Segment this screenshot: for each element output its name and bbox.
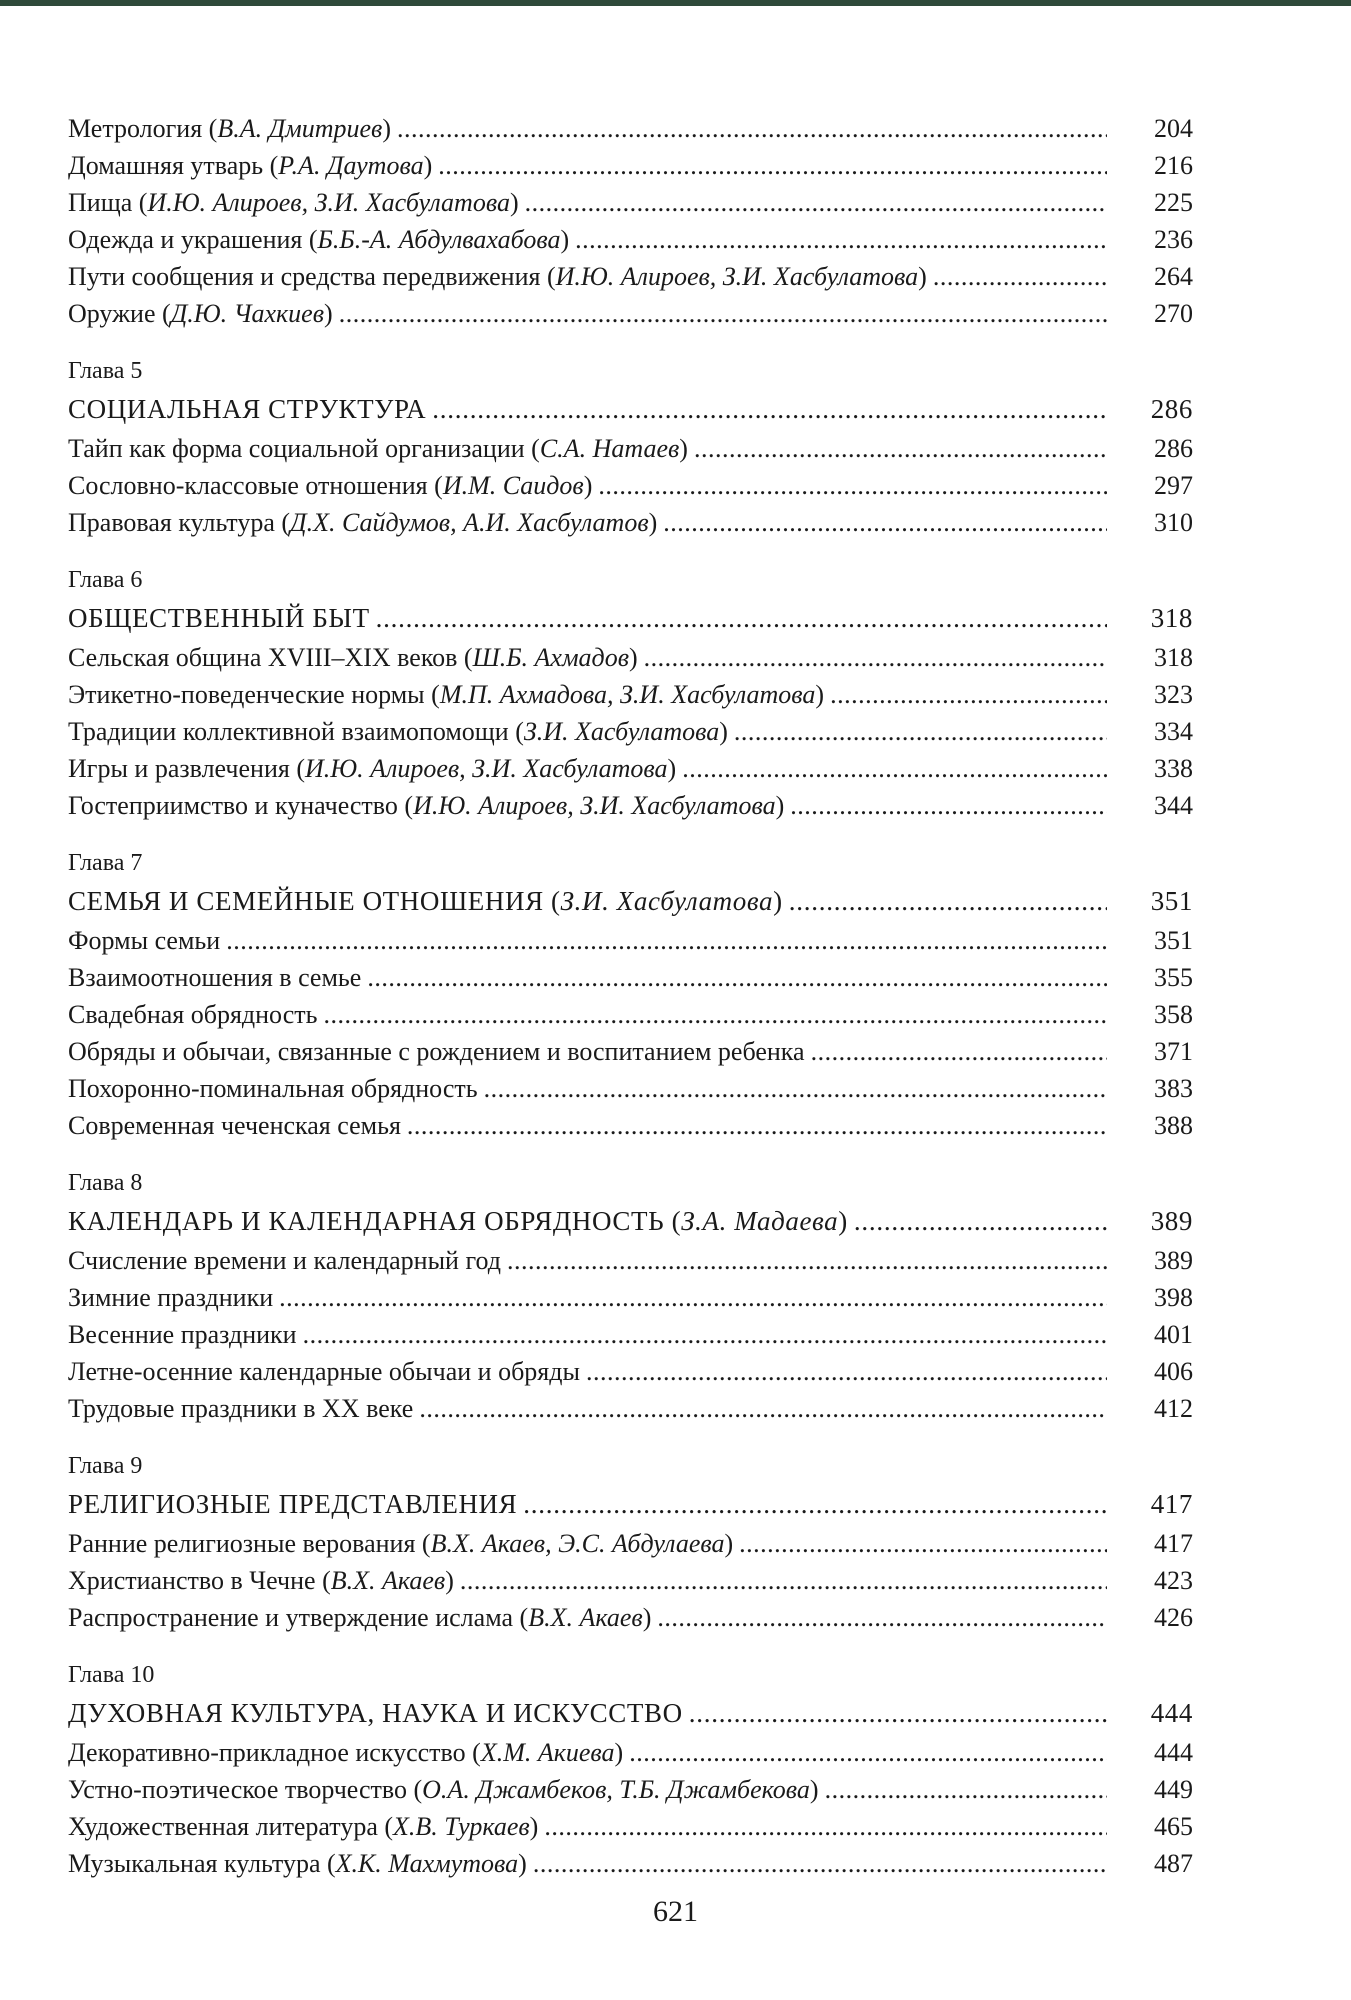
- dot-leader: [339, 295, 1107, 332]
- chapter-block: [68, 846, 1193, 1144]
- page-ref: 318: [1154, 643, 1193, 672]
- dot-leader: [484, 1070, 1107, 1107]
- page-ref: 351: [1154, 926, 1193, 955]
- entry-title: Игры и развлечения (И.Ю. Алироев, З.И. Хасбулатова): [68, 754, 677, 783]
- dot-leader: [739, 1525, 1107, 1562]
- page-ref: 417: [1150, 1489, 1193, 1519]
- entry-author: И.Ю. Алироев, З.И. Хасбулатова: [305, 754, 668, 783]
- title-text: Пути сообщения и средства передвижения: [68, 262, 541, 291]
- page-ref: 323: [1154, 680, 1193, 709]
- title-text: СЕМЬЯ И СЕМЕЙНЫЕ ОТНОШЕНИЯ: [68, 886, 544, 916]
- dot-leader: [790, 787, 1107, 824]
- dot-leader: [226, 922, 1107, 959]
- entry-title: Этикетно-поведенческие нормы (М.П. Ахмадова, З.И. Хасбулатова): [68, 680, 825, 709]
- entry-author: Х.В. Туркаев: [393, 1812, 530, 1841]
- entry-title: Сельская община XVIII–XIX веков (Ш.Б. Ахмадов): [68, 643, 638, 672]
- title-text: СОЦИАЛЬНАЯ СТРУКТУРА: [68, 394, 427, 424]
- page-ref: 417: [1154, 1529, 1193, 1558]
- toc-entry: [68, 504, 1193, 541]
- dot-leader: [303, 1316, 1107, 1353]
- entry-author: Х.М. Акиева: [480, 1738, 615, 1767]
- dot-leader: [460, 1562, 1107, 1599]
- page-ref: 426: [1154, 1603, 1193, 1632]
- entry-author: О.А. Джамбеков, Т.Б. Джамбекова: [422, 1775, 810, 1804]
- dot-leader: [586, 1353, 1107, 1390]
- title-text: Одежда и украшения: [68, 225, 303, 254]
- chapter-label: Глава 6: [68, 567, 143, 593]
- entry-title: [68, 1279, 273, 1316]
- dot-leader: [432, 388, 1107, 430]
- title-text: Традиции коллективной взаимопомощи: [68, 717, 509, 746]
- entry-author: И.Ю. Алироев, З.И. Хасбулатова: [555, 262, 919, 291]
- page-ref: 355: [1154, 963, 1193, 992]
- page-ref: 310: [1154, 508, 1193, 537]
- dot-leader: [657, 1599, 1107, 1636]
- entry-title: [68, 1033, 805, 1070]
- page-ref: 398: [1154, 1283, 1193, 1312]
- entry-author: Р.А. Даутова: [278, 151, 424, 180]
- chapter-label: Глава 9: [68, 1453, 143, 1479]
- title-text: Весенние праздники: [68, 1320, 297, 1349]
- entry-title: [68, 959, 361, 996]
- title-text: КАЛЕНДАРЬ И КАЛЕНДАРНАЯ ОБРЯДНОСТЬ: [68, 1206, 665, 1236]
- entry-title: Метрология (В.А. Дмитриев): [68, 114, 392, 143]
- toc-entry: [68, 639, 1193, 676]
- title-text: Сельская община XVIII–XIX веков: [68, 643, 458, 672]
- toc-entry: [68, 258, 1193, 295]
- continued-entries: [68, 110, 1193, 332]
- title-text: Взаимоотношения в семье: [68, 963, 362, 992]
- dot-leader: [367, 959, 1107, 996]
- entry-title: Оружие (Д.Ю. Чахкиев): [68, 299, 333, 328]
- title-text: Пища: [68, 188, 133, 217]
- entry-title: Традиции коллективной взаимопомощи (З.И. Хасбулатова): [68, 717, 728, 746]
- entry-title: Правовая культура (Д.Х. Сайдумов, А.И. Хасбулатов): [68, 508, 658, 537]
- toc-entry: [68, 676, 1193, 713]
- page-ref: 204: [1154, 114, 1193, 143]
- title-text: Этикетно-поведенческие нормы: [68, 680, 425, 709]
- dot-leader: [789, 880, 1107, 922]
- title-text: Сословно-классовые отношения: [68, 471, 428, 500]
- title-text: Распространение и утверждение ислама: [68, 1603, 514, 1632]
- page-ref: 388: [1154, 1111, 1193, 1140]
- chapter-title: [68, 388, 426, 430]
- title-text: Летне-осенние календарные обычаи и обряды: [68, 1357, 580, 1386]
- dot-leader: [279, 1279, 1107, 1316]
- dot-leader: [734, 713, 1107, 750]
- dot-leader: [533, 1845, 1107, 1882]
- entry-title: [68, 1390, 413, 1427]
- dot-leader: [525, 184, 1107, 221]
- title-text: Ранние религиозные верования: [68, 1529, 416, 1558]
- title-text: Трудовые праздники в XX веке: [68, 1394, 414, 1423]
- page-ref: 344: [1154, 791, 1193, 820]
- page-ref: 318: [1150, 603, 1193, 633]
- title-text: Метрология: [68, 114, 203, 143]
- dot-leader: [575, 221, 1107, 258]
- entry-author: И.Ю. Алироев, З.И. Хасбулатова: [147, 188, 510, 217]
- dot-leader: [825, 1771, 1107, 1808]
- top-border-band: [0, 0, 1351, 6]
- toc-entry: [68, 184, 1193, 221]
- dot-leader: [507, 1242, 1107, 1279]
- dot-leader: [598, 467, 1107, 504]
- title-text: Счисление времени и календарный год: [68, 1246, 501, 1275]
- page-ref: 401: [1154, 1320, 1193, 1349]
- chapter-label: Глава 7: [68, 850, 143, 876]
- page-ref: 334: [1154, 717, 1193, 746]
- chapter-title: КАЛЕНДАРЬ И КАЛЕНДАРНАЯ ОБРЯДНОСТЬ (З.А. Мадаева): [68, 1206, 848, 1236]
- page-ref: 423: [1154, 1566, 1193, 1595]
- entry-title: Одежда и украшения (Б.Б.-А. Абдулвахабова): [68, 225, 570, 254]
- chapter-title: СЕМЬЯ И СЕМЕЙНЫЕ ОТНОШЕНИЯ (З.И. Хасбулатова): [68, 886, 783, 916]
- dot-leader: [397, 110, 1107, 147]
- entry-author: И.Ю. Алироев, З.И. Хасбулатова: [413, 791, 776, 820]
- entry-author: В.Х. Акаев, Э.С. Абдулаева: [430, 1529, 725, 1558]
- toc-entry: [68, 1771, 1193, 1808]
- toc-entry: [68, 1279, 1193, 1316]
- toc-entry: [68, 110, 1193, 147]
- chapter-title: [68, 1692, 683, 1734]
- toc-entry: [68, 1033, 1193, 1070]
- title-text: Оружие: [68, 299, 156, 328]
- toc-entry: [68, 1107, 1193, 1144]
- page-ref: 338: [1154, 754, 1193, 783]
- entry-author: Д.Х. Сайдумов, А.И. Хасбулатов: [290, 508, 649, 537]
- chapter-list: [68, 354, 1193, 1882]
- toc-entry: [68, 1242, 1193, 1279]
- title-text: Свадебная обрядность: [68, 1000, 318, 1029]
- entry-title: Устно-поэтическое творчество (О.А. Джамбеков, Т.Б. Джамбекова): [68, 1775, 819, 1804]
- chapter-title: [68, 597, 370, 639]
- page-ref: 236: [1154, 225, 1193, 254]
- chapter-block: [68, 1166, 1193, 1427]
- chapter-heading: [68, 597, 1193, 639]
- title-text: Домашняя утварь: [68, 151, 264, 180]
- toc-entry: [68, 1390, 1193, 1427]
- toc-entry: [68, 430, 1193, 467]
- title-text: РЕЛИГИОЗНЫЕ ПРЕДСТАВЛЕНИЯ: [68, 1489, 518, 1519]
- entry-title: Гостеприимство и куначество (И.Ю. Алироев, З.И. Хасбулатова): [68, 791, 785, 820]
- title-text: Устно-поэтическое творчество: [68, 1775, 407, 1804]
- page-ref: 465: [1154, 1812, 1193, 1841]
- entry-author: З.И. Хасбулатова: [560, 886, 774, 916]
- entry-title: Пища (И.Ю. Алироев, З.И. Хасбулатова): [68, 188, 519, 217]
- page-ref: 297: [1154, 471, 1193, 500]
- dot-leader: [523, 1483, 1107, 1525]
- title-text: Христианство в Чечне: [68, 1566, 316, 1595]
- toc-entry: [68, 1562, 1193, 1599]
- dot-leader: [629, 1734, 1107, 1771]
- page-ref: 286: [1154, 434, 1193, 463]
- chapter-label: Глава 5: [68, 358, 143, 384]
- page-ref: 487: [1154, 1849, 1193, 1878]
- entry-title: [68, 1107, 401, 1144]
- dot-leader: [376, 597, 1107, 639]
- entry-author: З.И. Хасбулатова: [523, 717, 720, 746]
- title-text: Музыкальная культура: [68, 1849, 321, 1878]
- entry-author: М.П. Ахмадова, З.И. Хасбулатова: [439, 680, 816, 709]
- toc-entry: [68, 787, 1193, 824]
- page-ref: 351: [1150, 886, 1193, 916]
- toc-entry: [68, 1316, 1193, 1353]
- entry-title: Сословно-классовые отношения (И.М. Саидов): [68, 471, 593, 500]
- toc-entry: [68, 959, 1193, 996]
- chapter-heading: [68, 1483, 1193, 1525]
- entry-title: Домашняя утварь (Р.А. Даутова): [68, 151, 433, 180]
- dot-leader: [811, 1033, 1107, 1070]
- title-text: Художественная литература: [68, 1812, 378, 1841]
- page-ref: 412: [1154, 1394, 1193, 1423]
- title-text: Правовая культура: [68, 508, 275, 537]
- chapter-block: [68, 563, 1193, 824]
- toc-entry: [68, 1734, 1193, 1771]
- title-text: Зимние праздники: [68, 1283, 274, 1312]
- entry-title: Пути сообщения и средства передвижения (И.Ю. Алироев, З.И. Хасбулатова): [68, 262, 927, 291]
- entry-author: В.Х. Акаев: [528, 1603, 643, 1632]
- table-of-contents: [68, 110, 1193, 1882]
- dot-leader: [694, 430, 1107, 467]
- dot-leader: [407, 1107, 1107, 1144]
- dot-leader: [682, 750, 1107, 787]
- toc-entry: [68, 922, 1193, 959]
- page-number: 621: [653, 1895, 698, 1928]
- toc-entry: [68, 750, 1193, 787]
- toc-entry: [68, 996, 1193, 1033]
- entry-author: З.А. Мадаева: [681, 1206, 839, 1236]
- page-ref: 449: [1154, 1775, 1193, 1804]
- page-ref: 358: [1154, 1000, 1193, 1029]
- chapter-block: [68, 354, 1193, 541]
- page-ref: 286: [1150, 394, 1193, 424]
- title-text: ОБЩЕСТВЕННЫЙ БЫТ: [68, 603, 370, 633]
- entry-title: Тайп как форма социальной организации (С.А. Натаев): [68, 434, 688, 463]
- entry-title: Художественная литература (Х.В. Туркаев): [68, 1812, 539, 1841]
- toc-entry: [68, 221, 1193, 258]
- entry-title: [68, 996, 317, 1033]
- dot-leader: [419, 1390, 1107, 1427]
- entry-title: [68, 922, 220, 959]
- entry-title: [68, 1070, 478, 1107]
- chapter-heading: [68, 388, 1193, 430]
- entry-title: Музыкальная культура (Х.К. Махмутова): [68, 1849, 527, 1878]
- chapter-block: [68, 1658, 1193, 1882]
- entry-title: [68, 1242, 501, 1279]
- page-ref: 264: [1154, 262, 1193, 291]
- toc-entry: [68, 1808, 1193, 1845]
- title-text: Игры и развлечения: [68, 754, 290, 783]
- entry-author: Б.Б.-А. Абдулвахабова: [317, 225, 561, 254]
- dot-leader: [644, 639, 1107, 676]
- dot-leader: [933, 258, 1107, 295]
- toc-entry: [68, 1070, 1193, 1107]
- chapter-label: Глава 8: [68, 1170, 143, 1196]
- toc-entry: [68, 713, 1193, 750]
- page-ref: 406: [1154, 1357, 1193, 1386]
- dot-leader: [438, 147, 1107, 184]
- chapter-block: [68, 1449, 1193, 1636]
- dot-leader: [663, 504, 1107, 541]
- title-text: ДУХОВНАЯ КУЛЬТУРА, НАУКА И ИСКУССТВО: [68, 1698, 683, 1728]
- entry-author: Д.Ю. Чахкиев: [170, 299, 325, 328]
- title-text: Современная чеченская семья: [68, 1111, 401, 1140]
- page-ref: 383: [1154, 1074, 1193, 1103]
- title-text: Обряды и обычаи, связанные с рождением и воспитанием ребенка: [68, 1037, 805, 1066]
- dot-leader: [323, 996, 1107, 1033]
- toc-entry: [68, 147, 1193, 184]
- entry-title: [68, 1316, 297, 1353]
- title-text: Гостеприимство и куначество: [68, 791, 398, 820]
- entry-author: В.А. Дмитриев: [217, 114, 383, 143]
- dot-leader: [830, 676, 1107, 713]
- page-ref: 225: [1154, 188, 1193, 217]
- toc-entry: [68, 1353, 1193, 1390]
- chapter-heading: [68, 1692, 1193, 1734]
- page-ref: 444: [1154, 1738, 1193, 1767]
- page-ref: 389: [1150, 1206, 1193, 1236]
- entry-title: Декоративно-прикладное искусство (Х.М. Акиева): [68, 1738, 624, 1767]
- entry-author: Х.К. Махмутова: [335, 1849, 519, 1878]
- title-text: Декоративно-прикладное искусство: [68, 1738, 466, 1767]
- toc-entry: [68, 295, 1193, 332]
- page-ref: 216: [1154, 151, 1193, 180]
- toc-entry: [68, 1525, 1193, 1562]
- page-ref: 389: [1154, 1246, 1193, 1275]
- page-ref: 270: [1154, 299, 1193, 328]
- entry-author: С.А. Натаев: [539, 434, 680, 463]
- dot-leader: [854, 1200, 1107, 1242]
- title-text: Похоронно-поминальная обрядность: [68, 1074, 478, 1103]
- entry-title: Христианство в Чечне (В.Х. Акаев): [68, 1566, 454, 1595]
- title-text: Тайп как форма социальной организации: [68, 434, 525, 463]
- chapter-heading: [68, 1200, 1193, 1242]
- chapter-heading: [68, 880, 1193, 922]
- toc-entry: [68, 1599, 1193, 1636]
- dot-leader: [544, 1808, 1107, 1845]
- entry-title: [68, 1353, 580, 1390]
- dot-leader: [689, 1692, 1107, 1734]
- title-text: Формы семьи: [68, 926, 221, 955]
- chapter-label: Глава 10: [68, 1662, 155, 1688]
- toc-entry: [68, 1845, 1193, 1882]
- page-ref: 444: [1150, 1698, 1193, 1728]
- chapter-title: [68, 1483, 517, 1525]
- entry-title: Ранние религиозные верования (В.Х. Акаев, Э.С. Абдулаева): [68, 1529, 734, 1558]
- page-ref: 371: [1154, 1037, 1193, 1066]
- entry-author: В.Х. Акаев: [330, 1566, 446, 1595]
- entry-author: Ш.Б. Ахмадов: [472, 643, 629, 672]
- toc-entry: [68, 467, 1193, 504]
- entry-author: И.М. Саидов: [442, 471, 584, 500]
- entry-title: Распространение и утверждение ислама (В.Х. Акаев): [68, 1603, 652, 1632]
